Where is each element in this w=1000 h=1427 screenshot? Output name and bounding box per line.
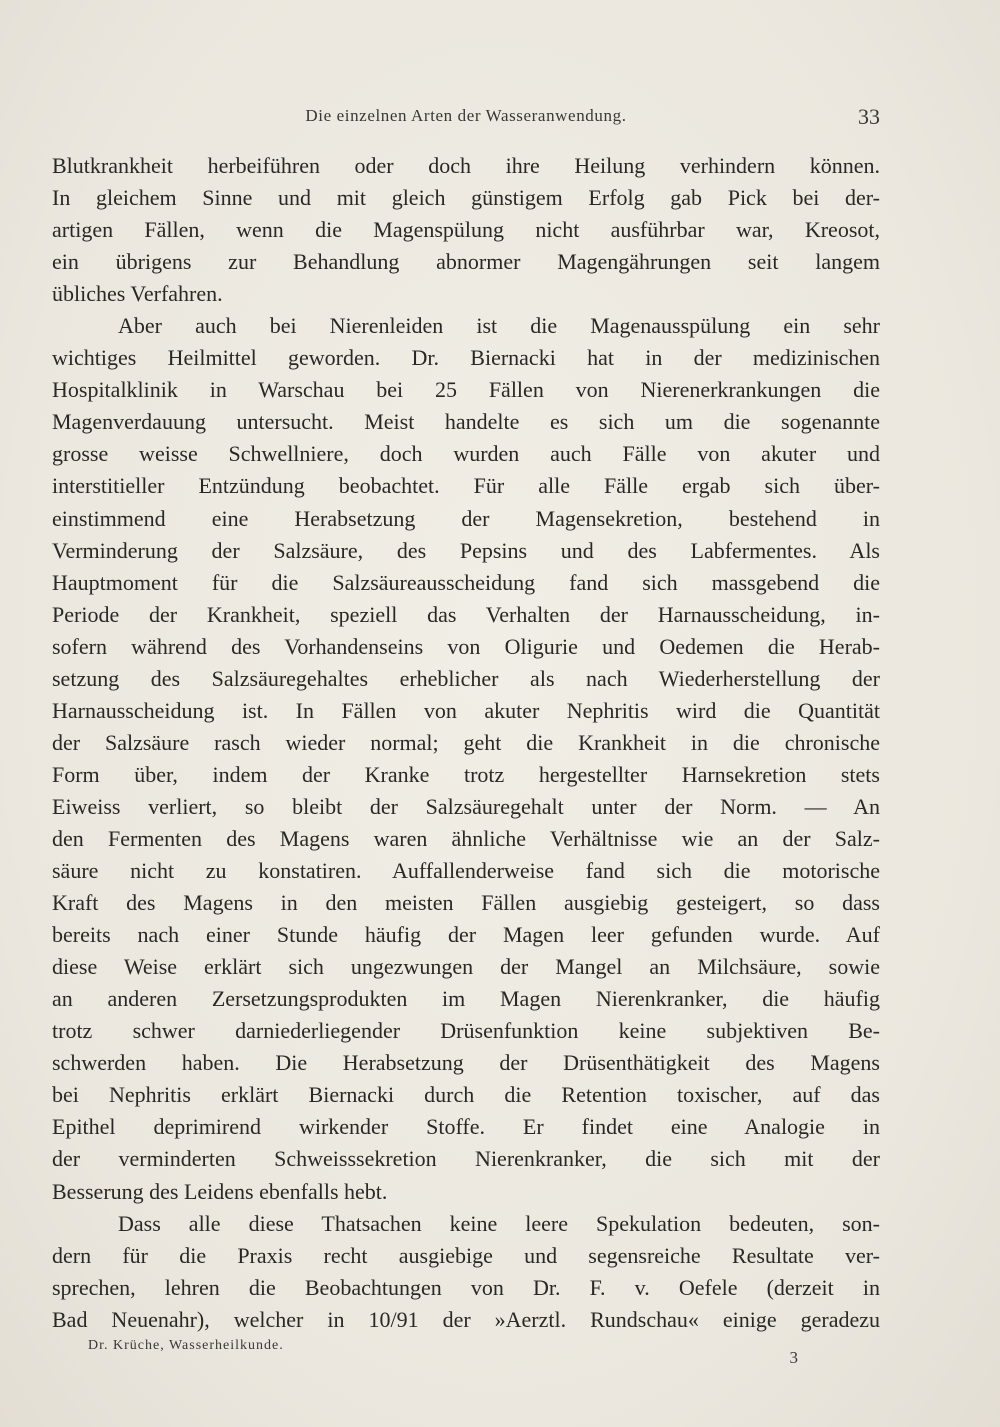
text-line: Kraft des Magens in den meisten Fällen ausgiebig gesteigert, so dass	[52, 890, 880, 916]
text-line: Dass alle diese Thatsachen keine leere Spekulation bedeuten, son-	[118, 1210, 880, 1236]
text-line: sprechen, lehren die Beobachtungen von Dr. F. v. Oefele (derzeit in	[52, 1274, 880, 1300]
text-line: dern für die Praxis recht ausgiebige und segensreiche Resultate ver-	[52, 1242, 880, 1268]
text-line: bereits nach einer Stunde häufig der Magen leer gefunden wurde. Auf	[52, 922, 880, 948]
text-line: der verminderten Schweisssekretion Nierenkranker, die sich mit der	[52, 1146, 880, 1172]
text-line: trotz schwer darniederliegender Drüsenfunktion keine subjektiven Be-	[52, 1018, 880, 1044]
text-line: Magenverdauung untersucht. Meist handelte es sich um die sogenannte	[52, 409, 880, 435]
text-line: Periode der Krankheit, speziell das Verhalten der Harnausscheidung, in-	[52, 601, 880, 627]
text-line: den Fermenten des Magens waren ähnliche Verhältnisse wie an der Salz-	[52, 825, 880, 851]
text-line: Bad Neuenahr), welcher in 10/91 der »Aerztl. Rundschau« einige geradezu	[52, 1306, 880, 1332]
running-title: Die einzelnen Arten der Wasseranwendung.	[305, 106, 627, 125]
text-line: übliches Verfahren.	[52, 281, 223, 307]
printer-signature: Dr. Krüche, Wasserheilkunde.	[88, 1338, 284, 1353]
text-line: diese Weise erklärt sich ungezwungen der Mangel an Milchsäure, sowie	[52, 954, 880, 980]
running-head	[52, 104, 880, 130]
text-line: setzung des Salzsäuregehaltes erheblicher als nach Wiederherstellung der	[52, 665, 880, 691]
text-line: Besserung des Leidens ebenfalls hebt.	[52, 1178, 388, 1204]
signature-mark: 3	[789, 1348, 798, 1367]
text-line: säure nicht zu konstatiren. Auffallenderweise fand sich die motorische	[52, 858, 880, 884]
text-line: ein übrigens zur Behandlung abnormer Magengährungen seit langem	[52, 249, 880, 275]
text-line: Hauptmoment für die Salzsäureausscheidung fand sich massgebend die	[52, 569, 880, 595]
text-line: sofern während des Vorhandenseins von Oligurie und Oedemen die Herab-	[52, 633, 880, 659]
text-line: Blutkrankheit herbeiführen oder doch ihre Heilung verhindern können.	[52, 153, 880, 178]
text-line: Verminderung der Salzsäure, des Pepsins und des Labfermentes. Als	[52, 537, 880, 563]
signature-footer	[88, 1338, 798, 1378]
text-line: der Salzsäure rasch wieder normal; geht die Krankheit in die chronische	[52, 729, 880, 755]
body-text	[52, 150, 880, 1336]
text-line: artigen Fällen, wenn die Magenspülung nicht ausführbar war, Kreosot,	[52, 217, 880, 243]
text-line: grosse weisse Schwellniere, doch wurden auch Fälle von akuter und	[52, 441, 880, 467]
text-line: Harnausscheidung ist. In Fällen von akuter Nephritis wird die Quantität	[52, 697, 880, 723]
text-line: In gleichem Sinne und mit gleich günstigem Erfolg gab Pick bei der-	[52, 185, 880, 211]
text-line: einstimmend eine Herabsetzung der Magensekretion, bestehend in	[52, 505, 880, 531]
text-line: interstitieller Entzündung beobachtet. Für alle Fälle ergab sich über-	[52, 473, 880, 499]
text-line: Aber auch bei Nierenleiden ist die Magenausspülung ein sehr	[118, 313, 880, 339]
text-line: Epithel deprimirend wirkender Stoffe. Er findet eine Analogie in	[52, 1114, 880, 1140]
text-line: schwerden haben. Die Herabsetzung der Drüsenthätigkeit des Magens	[52, 1050, 880, 1076]
text-line: Hospitalklinik in Warschau bei 25 Fällen von Nierenerkrankungen die	[52, 377, 880, 403]
text-line: Form über, indem der Kranke trotz hergestellter Harnsekretion stets	[52, 761, 880, 787]
text-line: wichtiges Heilmittel geworden. Dr. Biernacki hat in der medizinischen	[52, 345, 880, 371]
text-line: Eiweiss verliert, so bleibt der Salzsäuregehalt unter der Norm. — An	[52, 793, 880, 819]
text-line: an anderen Zersetzungsprodukten im Magen Nierenkranker, die häufig	[52, 986, 880, 1012]
page-number: 33	[858, 104, 880, 129]
text-line: bei Nephritis erklärt Biernacki durch die Retention toxischer, auf das	[52, 1082, 880, 1108]
